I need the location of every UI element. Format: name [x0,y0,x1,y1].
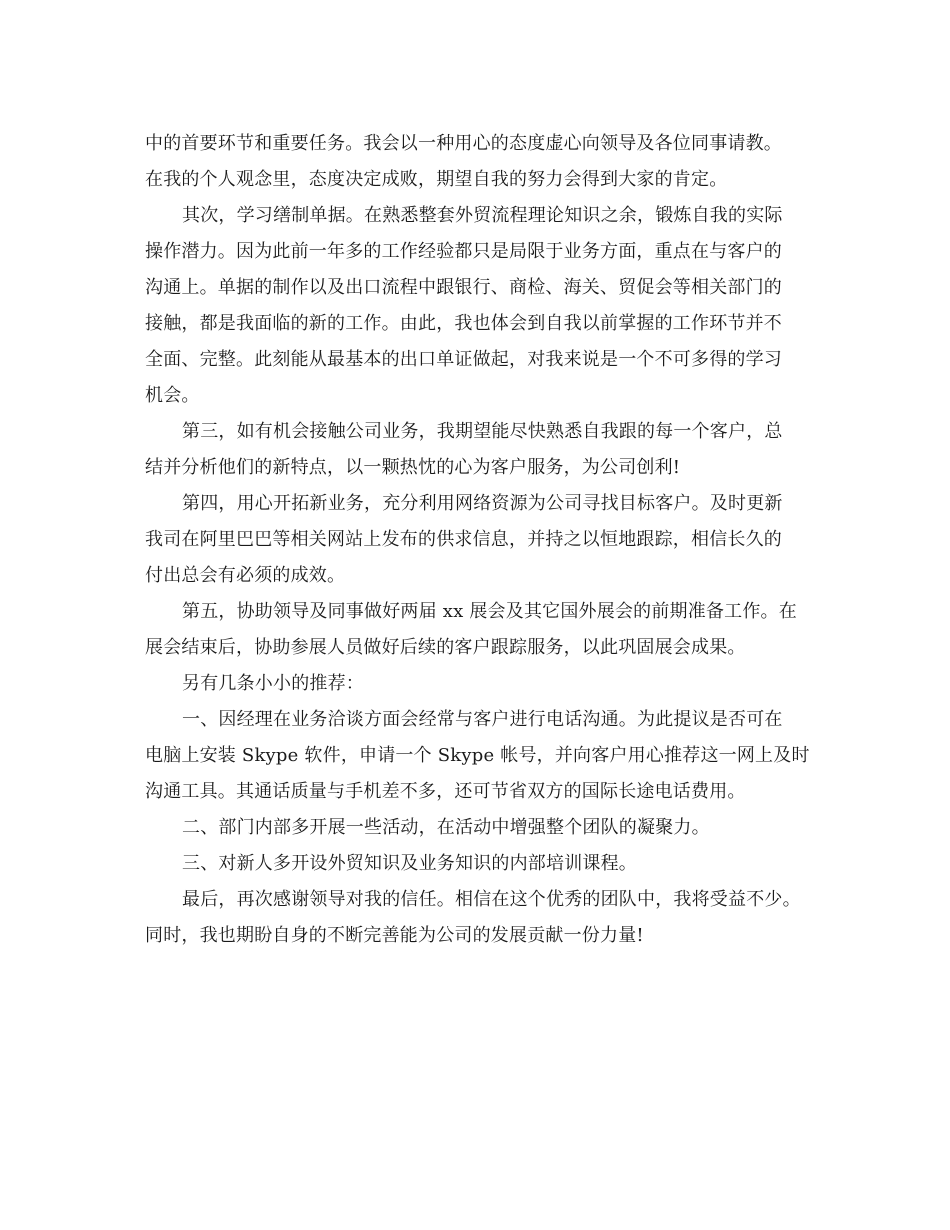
text-line: 展会结束后，协助参展人员做好后续的客户跟踪服务，以此巩固展会成果。 [145,637,746,658]
text-line: 第三，如有机会接触公司业务，我期望能尽快熟悉自我跟的每一个客户，总 [182,421,783,442]
text-line: 沟通上。单据的制作以及出口流程中跟银行、商检、海关、贸促会等相关部门的 [145,277,782,298]
text-line: 第五，协助领导及同事做好两届 xx 展会及其它国外展会的前期准备工作。在 [182,601,797,622]
text-line: 全面、完整。此刻能从最基本的出口单证做起，对我来说是一个不可多得的学习 [145,349,782,370]
document-body [145,126,815,954]
text-line: 机会。 [145,385,200,406]
text-line: 另有几条小小的推荐： [182,673,364,694]
text-line: 结并分析他们的新特点，以一颗热忱的心为客户服务，为公司创利! [145,457,681,478]
text-line: 第四，用心开拓新业务，充分利用网络资源为公司寻找目标客户。及时更新 [182,493,783,514]
text-line: 付出总会有必须的成效。 [145,565,346,586]
text-line: 接触，都是我面临的新的工作。由此，我也体会到自我以前掌握的工作环节并不 [145,313,782,334]
text-line: 沟通工具。其通话质量与手机差不多，还可节省双方的国际长途电话费用。 [145,781,746,802]
text-line: 一、因经理在业务洽谈方面会经常与客户进行电话沟通。为此提议是否可在 [182,709,783,730]
text-line: 三、对新人多开设外贸知识及业务知识的内部培训课程。 [182,853,637,874]
text-line: 电脑上安装 Skype 软件，申请一个 Skype 帐号，并向客户用心推荐这一网上及时 [145,745,810,766]
text-line: 二、部门内部多开展一些活动，在活动中增强整个团队的凝聚力。 [182,817,710,838]
text-line: 我司在阿里巴巴等相关网站上发布的供求信息，并持之以恒地跟踪，相信长久的 [145,529,782,550]
text-line: 操作潜力。因为此前一年多的工作经验都只是局限于业务方面，重点在与客户的 [145,241,782,262]
text-line: 同时，我也期盼自身的不断完善能为公司的发展贡献一份力量! [145,925,644,946]
text-line: 最后，再次感谢领导对我的信任。相信在这个优秀的团队中，我将受益不少。 [182,889,801,910]
text-line: 其次，学习缮制单据。在熟悉整套外贸流程理论知识之余，锻炼自我的实际 [182,205,783,226]
text-line: 中的首要环节和重要任务。我会以一种用心的态度虚心向领导及各位同事请教。 [145,133,782,154]
text-line: 在我的个人观念里，态度决定成败，期望自我的努力会得到大家的肯定。 [145,169,728,190]
